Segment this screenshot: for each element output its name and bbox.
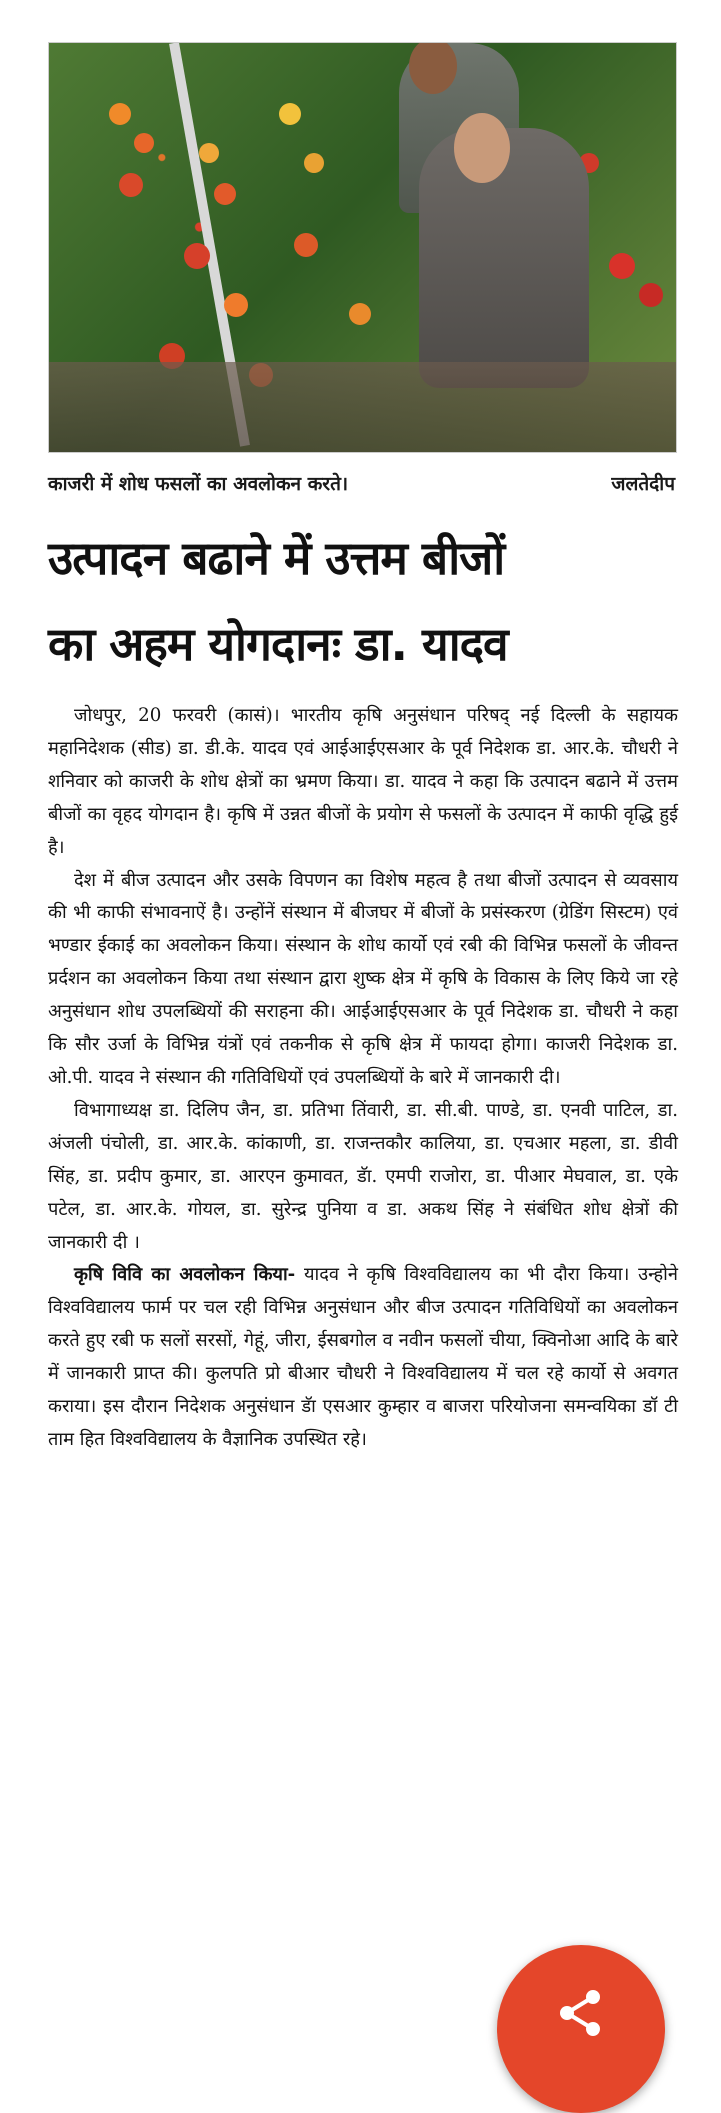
share-button[interactable] xyxy=(497,1945,665,2113)
headline-line-2: का अहम योगदानः डा. यादव xyxy=(48,617,508,671)
share-icon xyxy=(553,1985,609,2041)
article-paragraph-2: देश में बीज उत्पादन और उसके विपणन का विशेष महत्व है तथा बीजों उत्पादन से व्यवसाय की भी काफी संभावनाऐं है। उन्होंनें संस्थान में बीजघर में बीजों के प्रसंस्करण (ग्रेडिंग सिस्टम) एवं भण्डार ईकाई का अवलोकन किया। संस्थान के शोध कार्यो एवं रबी की विभिन्न फसलों के जीवन्त प्रर्दशन का अवलोकन किया तथा संस्थान द्वारा शुष्क क्षेत्र में कृषि के विकास के लिए किये जा रहे अनुसंधान शोध उपलब्धियों की सराहना की। आईआईएसआर के पूर्व निदेशक डा. चौधरी ने कहा कि सौर उर्जा के विभिन्न यंत्रों एवं तकनीक से कृषि क्षेत्र में फायदा होगा। काजरी निदेशक डा. ओ.पी. यादव ने संस्थान की गतिविधियों एवं उपलब्धियों के बारे में जानकारी दी। xyxy=(48,869,678,1088)
subheading: कृषि विवि का अवलोकन किया- xyxy=(74,1264,296,1286)
photo-caption xyxy=(48,470,675,496)
article-paragraph-3: विभागाध्यक्ष डा. दिलिप जैन, डा. प्रतिभा तिंवारी, डा. सी.बी. पाण्डे, डा. एनवी पाटिल, डा. अंजली पंचोली, डा. आर.के. कांकाणी, डा. राजन्तकौर कालिया, डा. एचआर महला, डा. डीवी सिंह, डा. प्रदीप कुमार, डा. आरएन कुमावत, डॅा. एमपी राजोरा, डा. पीआर मेघवाल, डा. एके पटेल, डा. आर.के. गोयल, डा. सुरेन्द्र पुनिया व डा. अकथ सिंह ने संबंधित शोध क्षेत्रों की जानकारी दी । xyxy=(48,1099,678,1253)
caption-text: काजरी में शोध फसलों का अवलोकन करते। xyxy=(48,473,349,495)
article-paragraph-4-text: यादव ने कृषि विश्वविद्यालय का भी दौरा किया। उन्होने विश्वविद्यालय फार्म पर चल रही विभिन्न अनुसंधान और बीज उत्पादन गतिविधियों का अवलोकन करते हुए रबी फ सलों सरसों, गेहूं, जीरा, ईसबगोल व नवीन फसलों चीया, क्विनोआ आदि के बारे में जानकारी प्राप्त की। कुलपति प्रो बीआर चौधरी ने विश्वविद्यालय में चल रहे कार्यो से अवगत कराया। इस दौरान निदेशक अनुसंधान डॅा एसआर कुम्हार व बाजरा परियोजना समन्वयिका डॉ टी ताम हित विश्वविद्यालय के वैज्ञानिक उपस्थित रहे। xyxy=(48,1264,678,1450)
article-paragraph-4 xyxy=(48,1259,678,1456)
caption-credit: जलतेदीप xyxy=(611,473,675,495)
headline xyxy=(48,515,678,687)
article-paragraph-1: जोधपुर, 20 फरवरी (कासं)। भारतीय कृषि अनुसंधान परिषद् नई दिल्ली के सहायक महानिदेशक (सीड) डा. डी.के. यादव एवं आईआईएसआर के पूर्व निदेशक डा. आर.के. चौधरी ने शनिवार को काजरी के शोध क्षेत्रों का भ्रमण किया। डा. यादव ने कहा कि उत्पादन बढाने में उत्तम बीजों का वृहद योगदान है। कृषि में उन्नत बीजों के प्रयोग से फसलों के उत्पादन में काफी वृद्धि हुई है। xyxy=(48,705,678,858)
ground xyxy=(49,362,676,452)
kneeling-person-head xyxy=(454,113,510,183)
article-body xyxy=(48,700,678,1457)
news-photo xyxy=(48,42,677,453)
headline-line-1: उत्पादन बढाने में उत्तम बीजों xyxy=(48,531,505,585)
